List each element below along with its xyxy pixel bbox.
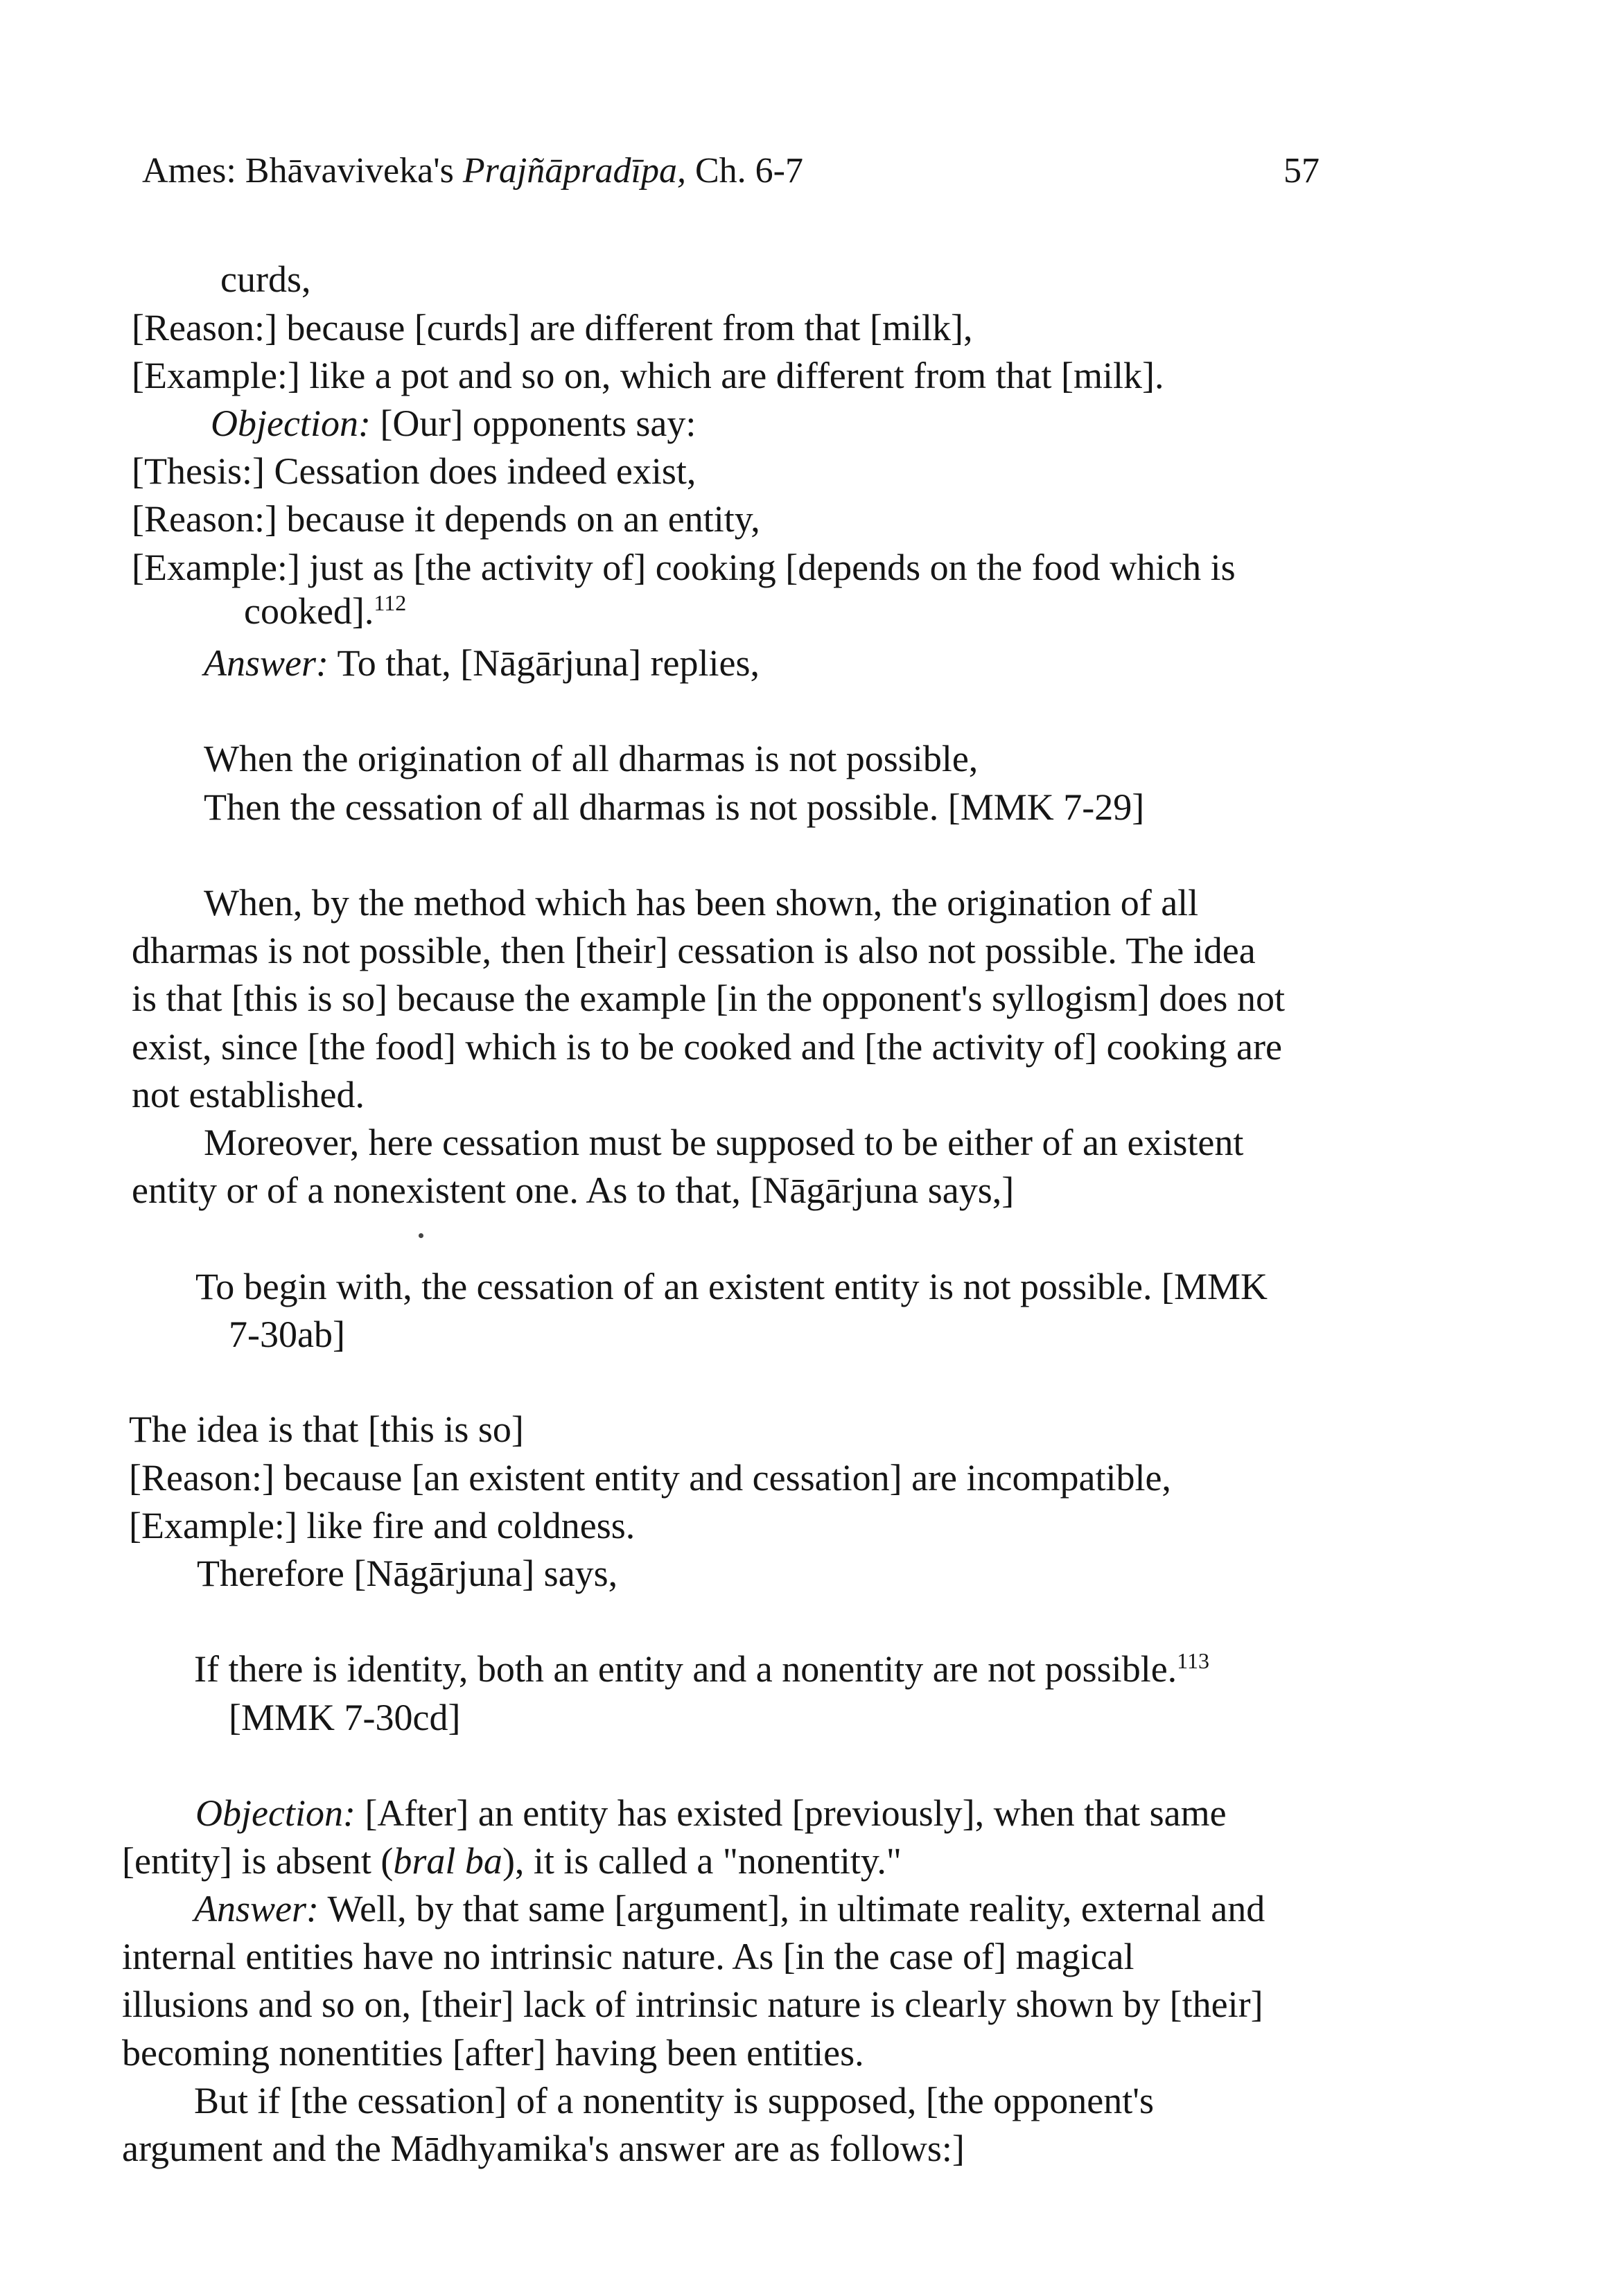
running-header bbox=[142, 153, 803, 189]
text-line: [Reason:] because [curds] are different from that [milk], bbox=[132, 307, 973, 348]
header-author: Ames: Bhāvaviveka's bbox=[142, 151, 463, 191]
text-line bbox=[194, 1890, 1265, 1927]
verse-line: [MMK 7-30cd] bbox=[229, 1697, 461, 1738]
text-line: curds, bbox=[220, 258, 311, 300]
verse-line: When the origination of all dharmas is not possible, bbox=[204, 738, 979, 779]
header-chapter: Ch. 6-7 bbox=[685, 151, 803, 191]
text-line: not established. bbox=[132, 1074, 365, 1115]
text-line: [Reason:] because it depends on an entity, bbox=[132, 498, 760, 540]
answer-label: Answer: bbox=[194, 1888, 319, 1929]
text-line: But if [the cessation] of a nonentity is supposed, [the opponent's bbox=[194, 2080, 1154, 2121]
verse-line: Then the cessation of all dharmas is not possible. [MMK 7-29] bbox=[204, 786, 1145, 828]
text-line: [Example:] just as [the activity of] cooking [depends on the food which is bbox=[132, 547, 1236, 588]
text-line: When, by the method which has been shown, the origination of all bbox=[204, 882, 1199, 924]
text-line: exist, since [the food] which is to be cooked and [the activity of] cooking are bbox=[132, 1026, 1282, 1068]
text-span: Well, by that same [argument], in ultimate reality, external and bbox=[318, 1888, 1265, 1929]
header-title-italic: Prajñāpradīpa, bbox=[462, 151, 686, 191]
text-span: ), it is called a "nonentity." bbox=[502, 1840, 902, 1882]
text-line: becoming nonentities [after] having been entities. bbox=[122, 2032, 864, 2074]
text-line: entity or of a nonexistent one. As to that, [Nāgārjuna says,] bbox=[132, 1169, 1015, 1211]
objection-label: Objection: bbox=[211, 403, 371, 444]
text-line: dharmas is not possible, then [their] cessation is also not possible. The idea bbox=[132, 930, 1256, 971]
text-line: argument and the Mādhyamika's answer are as follows:] bbox=[122, 2128, 965, 2169]
objection-label: Objection: bbox=[195, 1792, 356, 1834]
page-number: 57 bbox=[1283, 151, 1320, 191]
text-line: [Example:] like a pot and so on, which are different from that [milk]. bbox=[132, 355, 1164, 396]
text-span: cooked]. bbox=[244, 590, 374, 632]
text-line: [Example:] like fire and coldness. bbox=[129, 1505, 636, 1546]
verse-line bbox=[194, 1650, 1209, 1688]
text-line: Therefore [Nāgārjuna] says, bbox=[197, 1553, 618, 1594]
text-line: The idea is that [this is so] bbox=[129, 1408, 524, 1450]
footnote-ref: 113 bbox=[1177, 1648, 1209, 1673]
answer-label: Answer: bbox=[204, 642, 328, 684]
text-span: [Our] opponents say: bbox=[370, 403, 696, 444]
text-line bbox=[211, 405, 696, 442]
stray-mark bbox=[419, 1233, 423, 1238]
tibetan-term: bral ba bbox=[393, 1840, 502, 1882]
text-line: Moreover, here cessation must be supposed to be either of an existent bbox=[204, 1122, 1244, 1163]
text-span: [After] an entity has existed [previously], when that same bbox=[355, 1792, 1227, 1834]
text-line bbox=[122, 1842, 902, 1880]
verse-line: 7-30ab] bbox=[229, 1314, 345, 1355]
text-line bbox=[204, 644, 760, 682]
text-line: [Thesis:] Cessation does indeed exist, bbox=[132, 450, 696, 492]
text-span: To that, [Nāgārjuna] replies, bbox=[328, 642, 760, 684]
text-line bbox=[195, 1794, 1227, 1832]
text-line: illusions and so on, [their] lack of intrinsic nature is clearly shown by [their] bbox=[122, 1984, 1263, 2025]
text-line: [Reason:] because [an existent entity and cessation] are incompatible, bbox=[129, 1457, 1171, 1499]
text-line bbox=[244, 592, 406, 630]
verse-line: To begin with, the cessation of an existent entity is not possible. [MMK bbox=[195, 1266, 1268, 1307]
text-line: is that [this is so] because the example [in the opponent's syllogism] does not bbox=[132, 978, 1285, 1019]
text-span: If there is identity, both an entity and a nonentity are not possible. bbox=[194, 1648, 1177, 1690]
text-line: internal entities have no intrinsic nature. As [in the case of] magical bbox=[122, 1936, 1134, 1977]
text-span: [entity] is absent ( bbox=[122, 1840, 394, 1882]
footnote-ref: 112 bbox=[374, 590, 407, 615]
